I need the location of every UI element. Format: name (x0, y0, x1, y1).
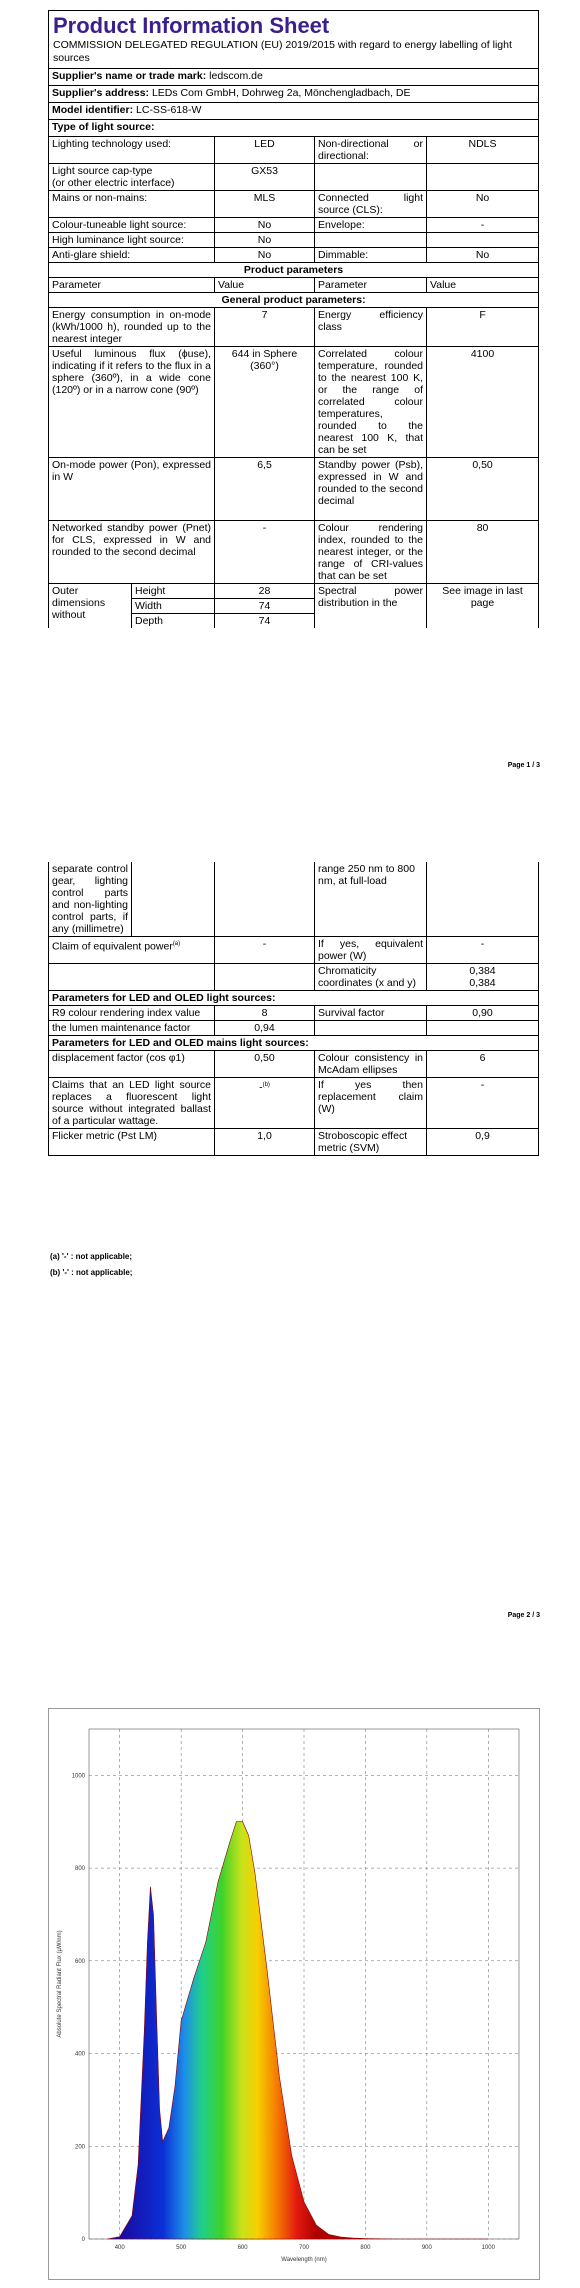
supplier-address-row (49, 86, 539, 103)
x-tick-label: 1000 (481, 2245, 495, 2251)
param-value: No (215, 248, 315, 263)
footnote-marker: (b) (262, 1082, 270, 1088)
depth-label: Depth (132, 614, 215, 629)
y-tick-label: 800 (74, 1866, 85, 1873)
chromaticity-row (49, 964, 539, 991)
param-label: Correlated colour temperature, rounded to the nearest 100 K, or the range of correlated colour temperatures, rounded to the nearest 100 K, that can be set (315, 347, 427, 458)
param-value: No (427, 191, 539, 218)
equiv-power-row (49, 937, 539, 964)
param-value: 4100 (427, 347, 539, 458)
supplier-name-row (49, 69, 539, 86)
param-label: R9 colour rendering index value (49, 1006, 215, 1021)
page-number: Page 1 / 3 (507, 762, 540, 769)
type-row (49, 248, 539, 263)
param-value (427, 164, 539, 191)
param-value: 644 in Sphere (360°) (215, 347, 315, 458)
param-value: 0,50 (215, 1051, 315, 1078)
param-label: Standby power (Psb), expressed in W and rounded to the second decimal (315, 458, 427, 521)
product-info-table-cont (48, 862, 539, 1156)
mains-row (49, 1051, 539, 1078)
mains-params-header: Parameters for LED and OLED mains light sources: (49, 1036, 539, 1051)
param-label: Energy efficiency class (315, 308, 427, 347)
param-label: Flicker metric (Pst LM) (49, 1129, 215, 1156)
param-value: 0,384 0,384 (427, 964, 539, 991)
param-label: Networked standby power (Pnet) for CLS, expressed in W and rounded to the second decimal (49, 521, 215, 584)
y-axis-label: Absolute Spectral Radiant Flux (µW/nm) (57, 1930, 63, 2038)
type-row (49, 233, 539, 248)
mains-row (49, 1129, 539, 1156)
param-value (215, 1078, 315, 1129)
param-label: Light source cap-type (or other electric interface) (49, 164, 215, 191)
width-label: Width (132, 599, 215, 614)
param-label (315, 233, 427, 248)
param-value: 1,0 (215, 1129, 315, 1156)
param-label (315, 164, 427, 191)
y-tick-label: 600 (74, 1958, 85, 1965)
type-section-header: Type of light source: (49, 120, 539, 137)
param-value: 0,90 (427, 1006, 539, 1021)
x-tick-label: 400 (114, 2245, 125, 2251)
x-tick-label: 800 (360, 2245, 371, 2251)
param-value: GX53 (215, 164, 315, 191)
param-value: 8 (215, 1006, 315, 1021)
param-label: Survival factor (315, 1006, 427, 1021)
type-row (49, 137, 539, 164)
general-row (49, 347, 539, 458)
footnote-b: (b) '-' : not applicable; (50, 1268, 133, 1277)
type-row (49, 164, 539, 191)
param-label: Anti-glare shield: (49, 248, 215, 263)
height-label: Height (132, 584, 215, 599)
y-tick-label: 400 (74, 2051, 85, 2058)
param-value: No (427, 248, 539, 263)
param-value: - (427, 1078, 539, 1129)
param-label: If yes then replacement claim (W) (315, 1078, 427, 1129)
supplier-address-label: Supplier's address: (52, 87, 150, 99)
x-axis-label: Wavelength (nm) (281, 2257, 327, 2263)
param-label: On-mode power (Pon), expressed in W (49, 458, 215, 521)
spectrum-chart-frame (48, 1708, 540, 2280)
param-label (49, 937, 215, 964)
param-label: Mains or non-mains: (49, 191, 215, 218)
x-tick-label: 500 (176, 2245, 187, 2251)
param-label (315, 1021, 427, 1036)
general-params-header: General product parameters: (49, 293, 539, 308)
spd-label-cont: range 250 nm to 800 nm, at full-load (315, 862, 427, 937)
spectral-distribution-chart (49, 1709, 539, 2279)
param-label: Colour-tuneable light source: (49, 218, 215, 233)
param-label: the lumen maintenance factor (49, 1021, 215, 1036)
param-label: Envelope: (315, 218, 427, 233)
param-label: displacement factor (cos φ1) (49, 1051, 215, 1078)
general-row (49, 308, 539, 347)
param-value: 0,50 (427, 458, 539, 521)
param-value: 7 (215, 308, 315, 347)
param-value: No (215, 218, 315, 233)
footnote-marker: (a) (172, 941, 181, 947)
col-header: Parameter (49, 278, 215, 293)
param-value: 0,94 (215, 1021, 315, 1036)
x-tick-label: 900 (421, 2245, 432, 2251)
param-value: MLS (215, 191, 315, 218)
param-value: 6,5 (215, 458, 315, 521)
model-label: Model identifier: (52, 104, 134, 116)
width-value: 74 (215, 599, 315, 614)
param-value: No (215, 233, 315, 248)
param-value (427, 1021, 539, 1036)
height-value: 28 (215, 584, 315, 599)
empty-cell (132, 862, 215, 937)
spd-value: See image in last page (427, 584, 539, 629)
column-header-row (49, 278, 539, 293)
general-row (49, 458, 539, 521)
led-row (49, 1006, 539, 1021)
col-header: Value (215, 278, 315, 293)
led-row (49, 1021, 539, 1036)
y-tick-label: 1000 (71, 1773, 85, 1780)
product-params-header: Product parameters (49, 263, 539, 278)
type-row (49, 191, 539, 218)
col-header: Value (427, 278, 539, 293)
spectrum-area (107, 1822, 488, 2239)
param-value: F (427, 308, 539, 347)
param-label: Stroboscopic effect metric (SVM) (315, 1129, 427, 1156)
product-info-table (48, 10, 539, 628)
page-1 (0, 0, 580, 800)
supplier-name-value: ledscom.de (209, 70, 263, 82)
regulation-subtitle: COMMISSION DELEGATED REGULATION (EU) 2019/2015 with regard to energy labelling of light sources (53, 39, 512, 64)
param-label: Colour rendering index, rounded to the nearest integer, or the range of CRI-values that can be set (315, 521, 427, 584)
param-value: - (427, 937, 539, 964)
page-3 (0, 1700, 580, 2288)
param-label: Chromaticity coordinates (x and y) (315, 964, 427, 991)
col-header: Parameter (315, 278, 427, 293)
param-value: NDLS (427, 137, 539, 164)
empty-cell (49, 964, 215, 991)
dimensions-cont-row (49, 862, 539, 937)
param-label: Useful luminous flux (ϕuse), indicating if it refers to the flux in a sphere (360º), in a wide cone (120º) or in a narrow cone (90º) (49, 347, 215, 458)
empty-cell (215, 862, 315, 937)
param-value: LED (215, 137, 315, 164)
param-label: Colour consistency in McAdam ellipses (315, 1051, 427, 1078)
y-tick-label: 0 (81, 2237, 85, 2243)
page-number: Page 2 / 3 (507, 1612, 540, 1619)
empty-cell (427, 862, 539, 937)
y-tick-label: 200 (74, 2144, 85, 2151)
empty-cell (215, 964, 315, 991)
dimensions-label-cont: separate control gear, lighting control parts and non-lighting control parts, if any (millimetre) (49, 862, 132, 937)
param-value (427, 233, 539, 248)
equiv-power-label: Claim of equivalent power (52, 940, 173, 953)
led-params-header: Parameters for LED and OLED light sources: (49, 991, 539, 1006)
footnote-a: (a) '-' : not applicable; (50, 1252, 133, 1261)
param-label: Connected light source (CLS): (315, 191, 427, 218)
type-row (49, 218, 539, 233)
param-label: Non-directional or directional: (315, 137, 427, 164)
x-tick-label: 600 (237, 2245, 248, 2251)
param-value: - (215, 937, 315, 964)
model-row (49, 103, 539, 120)
title-box (49, 11, 539, 69)
supplier-name-label: Supplier's name or trade mark: (52, 70, 207, 82)
param-value: 80 (427, 521, 539, 584)
dimensions-label: Outer dimensions without (49, 584, 132, 629)
x-tick-label: 700 (298, 2245, 310, 2251)
model-value: LC-SS-618-W (136, 104, 202, 116)
value-text: - (259, 1081, 263, 1094)
param-label: Energy consumption in on-mode (kWh/1000 h), rounded up to the nearest integer (49, 308, 215, 347)
dimensions-row (49, 584, 539, 599)
depth-value: 74 (215, 614, 315, 629)
param-label: Claims that an LED light source replaces a fluorescent light source without integrated ballast of a particular wattage. (49, 1078, 215, 1129)
param-label: High luminance light source: (49, 233, 215, 248)
page-2 (0, 850, 580, 1650)
param-value: - (215, 521, 315, 584)
mains-row (49, 1078, 539, 1129)
param-value: - (427, 218, 539, 233)
param-label: Dimmable: (315, 248, 427, 263)
page-title: Product Information Sheet (53, 13, 330, 38)
param-value: 6 (427, 1051, 539, 1078)
param-label: If yes, equivalent power (W) (315, 937, 427, 964)
spd-label: Spectral power distribution in the (315, 584, 427, 629)
param-label: Lighting technology used: (49, 137, 215, 164)
supplier-address-value: LEDs Com GmbH, Dohrweg 2a, Mönchengladbach, DE (151, 87, 411, 99)
param-value: 0,9 (427, 1129, 539, 1156)
general-row (49, 521, 539, 584)
